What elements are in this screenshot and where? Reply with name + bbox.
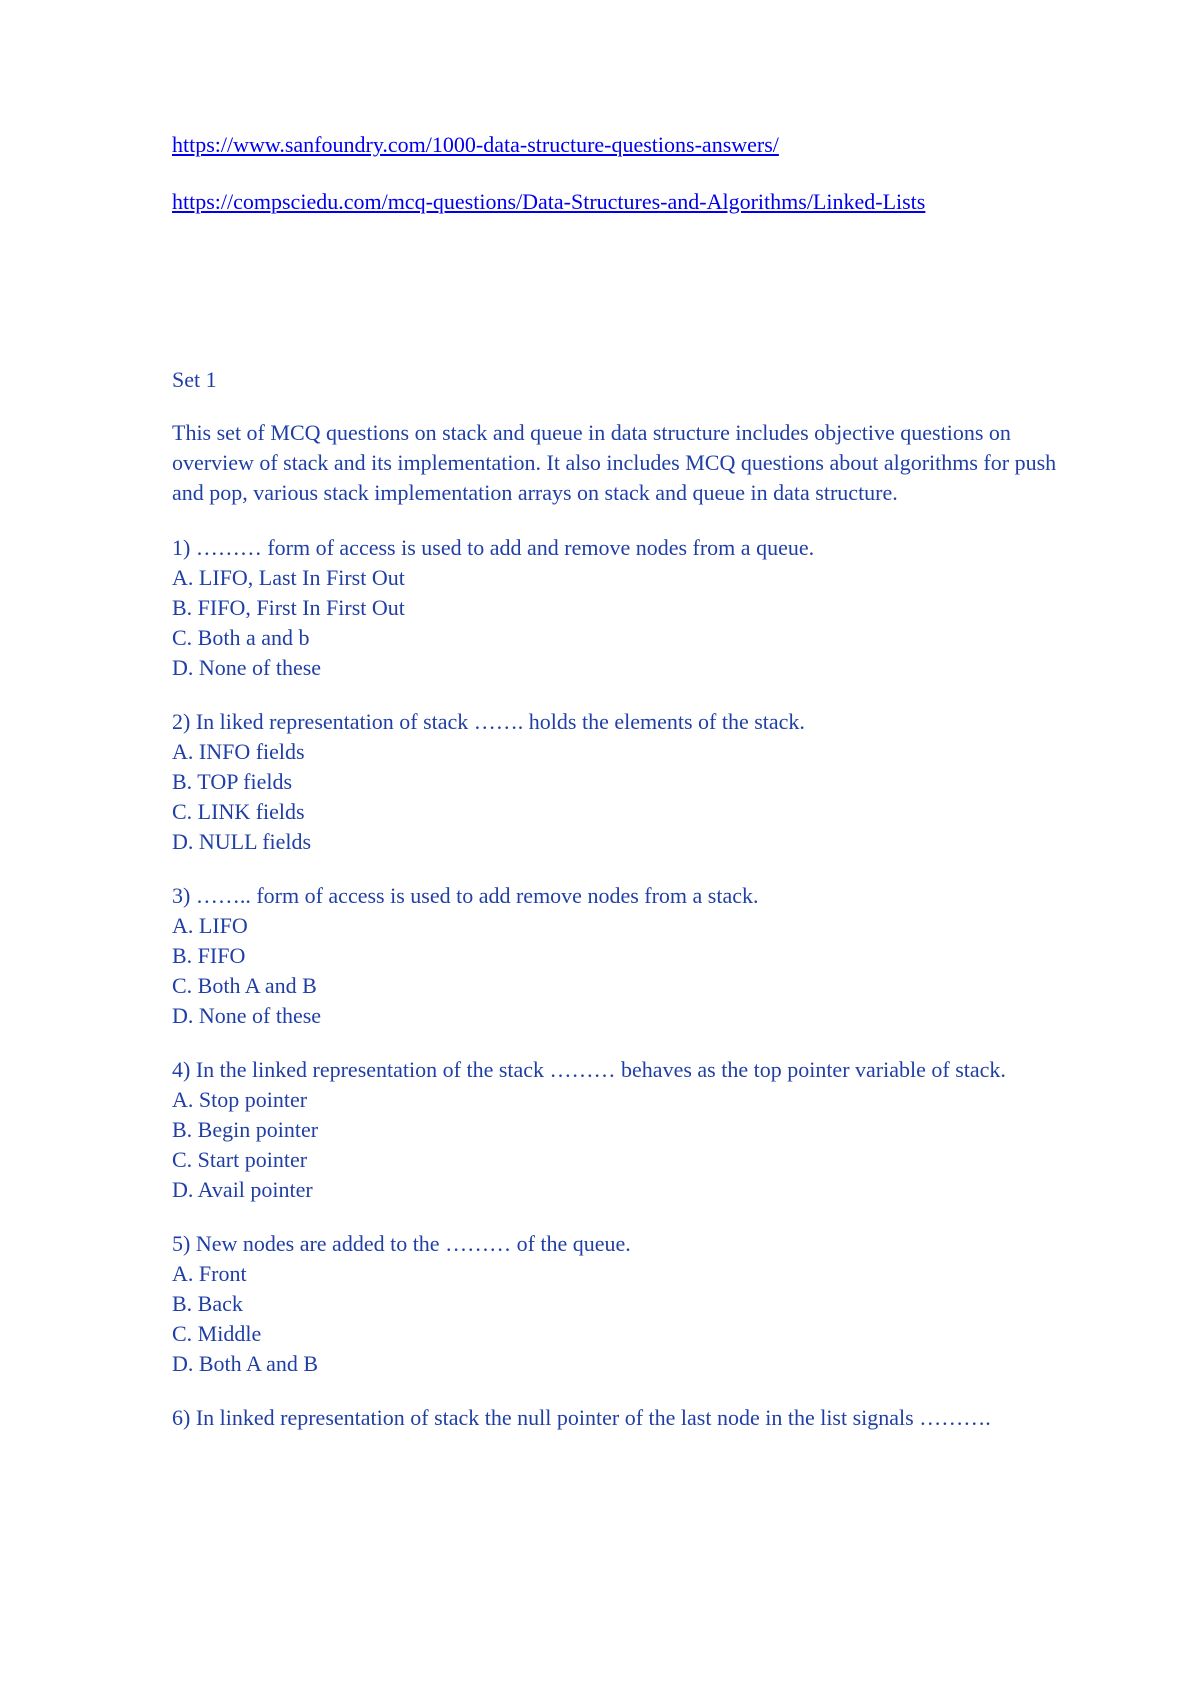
option-d: D. Both A and B — [172, 1351, 319, 1376]
option-c: C. LINK fields — [172, 799, 305, 824]
question-4 — [172, 1055, 1092, 1205]
set-heading: Set 1 — [172, 367, 217, 392]
option-d: D. NULL fields — [172, 829, 312, 854]
question-text: 6) In linked representation of stack the null pointer of the last node in the list signals ………. — [172, 1405, 991, 1430]
question-2 — [172, 707, 1092, 857]
question-text: 1) ……… form of access is used to add and remove nodes from a queue. — [172, 535, 815, 560]
option-c: C. Start pointer — [172, 1147, 308, 1172]
option-d: D. None of these — [172, 655, 322, 680]
question-5 — [172, 1229, 1092, 1379]
document-page — [172, 130, 1092, 1457]
option-c: C. Both A and B — [172, 973, 317, 998]
option-d: D. None of these — [172, 1003, 322, 1028]
question-text: 4) In the linked representation of the stack ……… behaves as the top pointer variable of stack. — [172, 1057, 1006, 1082]
question-6 — [172, 1403, 1092, 1433]
option-a: A. INFO fields — [172, 739, 305, 764]
option-a: A. LIFO — [172, 913, 248, 938]
option-a: A. Stop pointer — [172, 1087, 308, 1112]
option-d: D. Avail pointer — [172, 1177, 313, 1202]
question-1 — [172, 533, 1092, 683]
compsciedu-link[interactable]: https://compsciedu.com/mcq-questions/Data-Structures-and-Algorithms/Linked-Lists — [172, 189, 926, 214]
question-text: 2) In liked representation of stack ……. holds the elements of the stack. — [172, 709, 805, 734]
option-b: B. TOP fields — [172, 769, 293, 794]
question-text: 5) New nodes are added to the ……… of the queue. — [172, 1231, 631, 1256]
option-b: B. FIFO — [172, 943, 246, 968]
sanfoundry-link[interactable]: https://www.sanfoundry.com/1000-data-structure-questions-answers/ — [172, 132, 779, 157]
option-c: C. Middle — [172, 1321, 262, 1346]
option-a: A. Front — [172, 1261, 247, 1286]
option-b: B. Begin pointer — [172, 1117, 319, 1142]
option-b: B. FIFO, First In First Out — [172, 595, 405, 620]
option-b: B. Back — [172, 1291, 243, 1316]
question-3 — [172, 881, 1092, 1031]
option-a: A. LIFO, Last In First Out — [172, 565, 405, 590]
option-c: C. Both a and b — [172, 625, 310, 650]
question-text: 3) …….. form of access is used to add remove nodes from a stack. — [172, 883, 759, 908]
intro-paragraph: This set of MCQ questions on stack and queue in data structure includes objective questions on overview of stack and its implementation. It also includes MCQ questions about algorithms for push and pop, various stack implementation arrays on stack and queue in data structure. — [172, 420, 1057, 505]
